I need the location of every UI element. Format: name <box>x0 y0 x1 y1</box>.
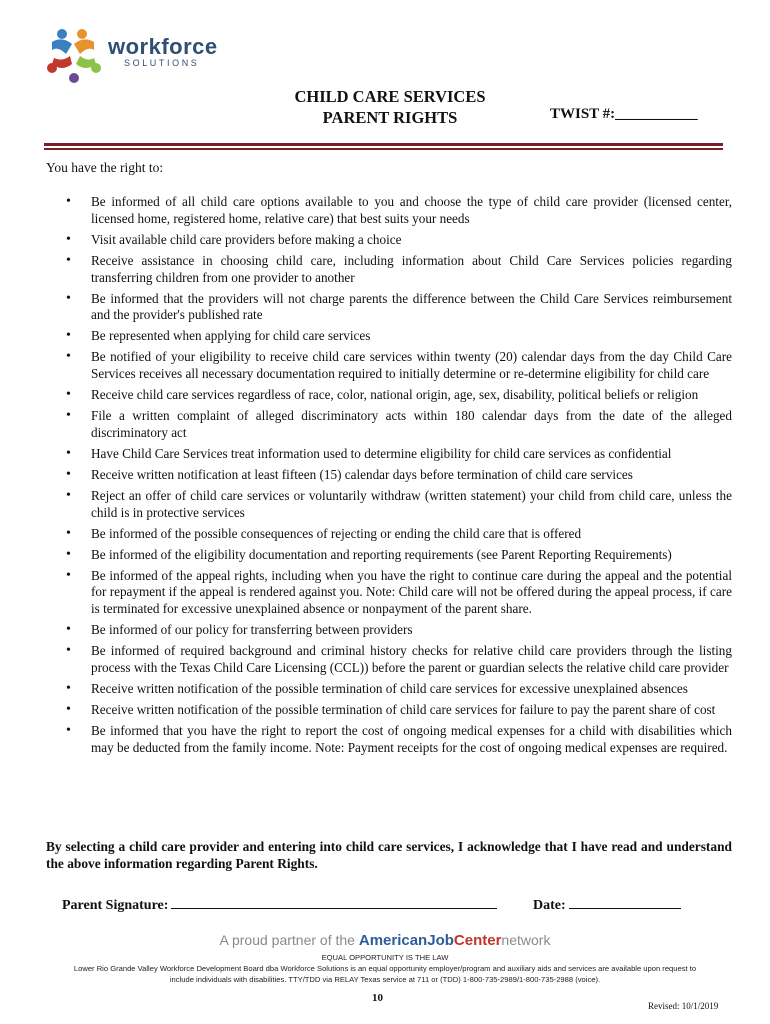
american-job-center-banner <box>0 932 770 949</box>
page-number: 10 <box>372 992 383 1004</box>
twist-number-field[interactable]: TWIST #:___________ <box>550 106 698 122</box>
rights-list-item: • Be notified of your eligibility to receive child care services within twenty (20) calendar days from the day Child Care Services receives all necessary documentation required to initially determine or re-determine eligibility for child care <box>46 349 732 383</box>
rights-list-item: • Be informed of the eligibility documentation and reporting requirements (see Parent Reporting Requirements) <box>46 547 732 564</box>
equal-opportunity-notice <box>0 952 770 985</box>
rights-list-item: • Receive written notification at least fifteen (15) calendar days before termination of child care services <box>46 467 732 484</box>
parent-signature-field[interactable] <box>171 896 497 909</box>
eo-title: EQUAL OPPORTUNITY IS THE LAW <box>321 953 449 962</box>
rights-list-item: • Receive child care services regardless of race, color, national origin, age, sex, disability, political beliefs or religion <box>46 387 732 404</box>
intro-text: You have the right to: <box>46 160 164 175</box>
rights-list-item: • Be represented when applying for child care services <box>46 328 732 345</box>
partner-prefix: A proud partner of the <box>219 932 359 948</box>
acknowledgement-statement: By selecting a child care provider and entering into child care services, I acknowledge that I have read and understand the above information regarding Parent Rights. <box>46 839 732 871</box>
rights-list-item: • Have Child Care Services treat information used to determine eligibility for child care services as confidential <box>46 446 732 463</box>
rights-list-item: • Be informed of our policy for transferring between providers <box>46 622 732 639</box>
rights-list-item: • Be informed of all child care options available to you and choose the type of child care provider (licensed center, licensed home, registered home, relative care) that best suits your needs <box>46 194 732 228</box>
rights-list-item: • Visit available child care providers before making a choice <box>46 232 732 249</box>
rights-list-item: • Be informed of the possible consequences of rejecting or ending the child care that is offered <box>46 526 732 543</box>
date-label: Date: <box>533 898 566 913</box>
title-line-1: CHILD CARE SERVICES <box>294 87 486 106</box>
rights-list-item: • File a written complaint of alleged discriminatory acts within 180 calendar days from the date of the alleged discriminatory act <box>46 408 732 442</box>
date-field[interactable] <box>569 896 681 909</box>
rights-list-item: • Be informed that you have the right to report the cost of ongoing medical expenses for a child with disabilities which may be deducted from the family income. Note: Payment receipts for the cost of ongoing medical expenses are required. <box>46 723 732 757</box>
rights-list-item: • Be informed of required background and criminal history checks for relative child care providers through the listing process with the Texas Child Care Licensing (CCL)) before the parent or guardian selects the relative child care provider <box>46 643 732 677</box>
logo-wordmark: workforce <box>108 34 218 59</box>
eo-line-2: include individuals with disabilities. TTY/TDD via RELAY Texas service at 711 or (TDD) 1-800-735-2989/1-800-735-2988 (voice). <box>169 975 601 984</box>
rights-list-item: • Receive written notification of the possible termination of child care services for excessive unexplained absences <box>46 681 732 698</box>
parent-signature-row <box>62 896 497 914</box>
header-divider-thin <box>44 148 723 150</box>
title-line-2: PARENT RIGHTS <box>322 108 458 127</box>
partner-suffix: network <box>501 932 551 948</box>
eo-line-1: Lower Rio Grande Valley Workforce Development Board dba Workforce Solutions is an equal opportunity employer/program and auxiliary aids and services are available upon request to <box>73 964 697 973</box>
rights-list-item: • Reject an offer of child care services or voluntarily withdraw (written statement) your child from child care, unless the child is in protective services <box>46 488 732 522</box>
rights-list-item: • Be informed of the appeal rights, including when you have the right to continue care during the appeal and the potential for repayment if the appeal is rendered against you. Note: Child care will not be offered during the appeal process, if care is terminated for excessive unexplained absence or nonpayment of the parent share. <box>46 568 732 618</box>
date-row <box>533 896 681 914</box>
rights-list-item: • Be informed that the providers will not charge parents the difference between the Child Care Services reimbursement and the provider's published rate <box>46 291 732 325</box>
parent-signature-label: Parent Signature: <box>62 898 169 913</box>
rights-list-item: • Receive assistance in choosing child care, including information about Child Care Services policies regarding transferring children from one provider to another <box>46 253 732 287</box>
partner-brand-american-job: AmericanJob <box>358 932 454 949</box>
partner-brand-center: Center <box>453 932 502 949</box>
revised-date: Revised: 10/1/2019 <box>648 1001 719 1011</box>
header-divider-thick <box>44 143 723 146</box>
logo-subtitle: SOLUTIONS <box>124 58 200 68</box>
logo-people-icon <box>44 24 108 84</box>
rights-list <box>46 194 732 761</box>
document-title <box>260 86 520 128</box>
rights-list-item: • Receive written notification of the possible termination of child care services for failure to pay the parent share of cost <box>46 702 732 719</box>
